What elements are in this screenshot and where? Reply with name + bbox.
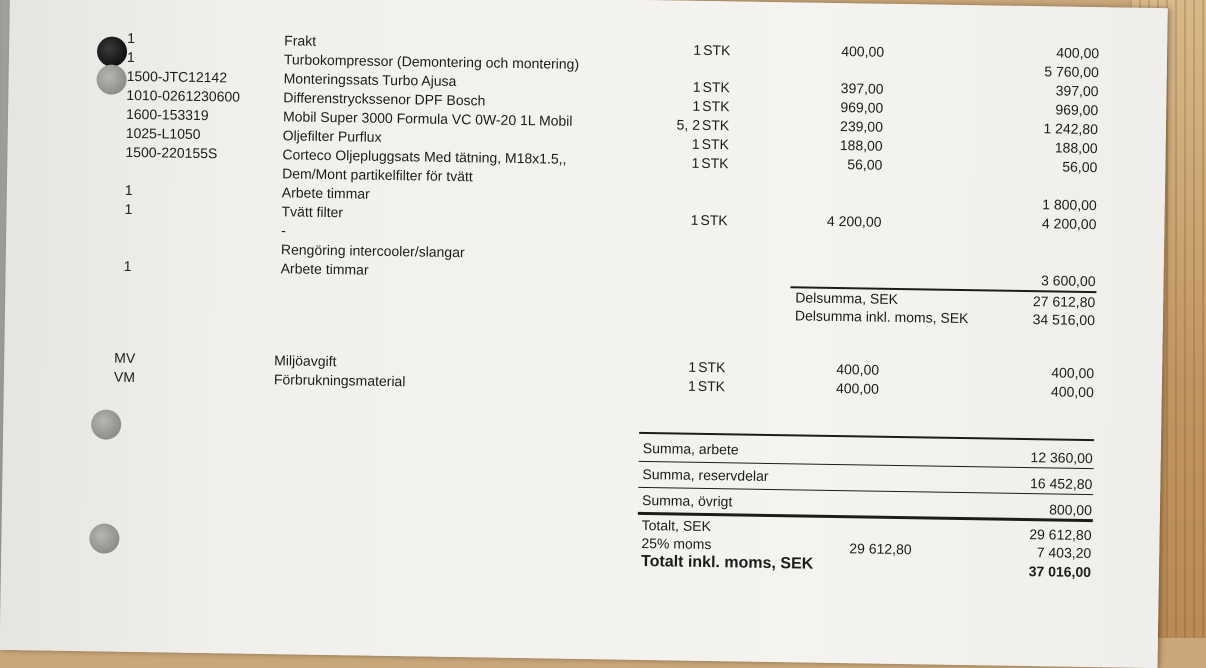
vat-label: 25% moms (641, 534, 712, 553)
total-value: 29 612,80 (1029, 526, 1092, 544)
fee-code: MV (114, 349, 136, 367)
item-code: 1 (124, 181, 133, 198)
item-quantity: 1 (692, 97, 701, 114)
subtotal-label: Delsumma, SEK (795, 289, 899, 307)
item-unit: STK (701, 135, 730, 153)
item-total: 188,00 (1054, 139, 1098, 157)
item-total: 5 760,00 (1044, 63, 1099, 81)
parts-sum-value: 16 452,80 (1029, 475, 1093, 493)
item-unit: STK (701, 154, 729, 172)
fee-description: Miljöavgift (274, 352, 337, 370)
grand-total-value: 37 016,00 (1028, 563, 1092, 581)
grand-total-label: Totalt inkl. moms, SEK (640, 552, 814, 573)
item-unit-price: 4 200,00 (826, 212, 882, 230)
item-description: Frakt (284, 32, 317, 49)
item-code: 1 (124, 200, 133, 217)
item-description: - (281, 222, 287, 239)
parts-sum-label: Summa, reservdelar (642, 465, 769, 484)
item-total: 969,00 (1055, 101, 1099, 119)
item-unit-price: 188,00 (839, 137, 883, 154)
item-total: 1 800,00 (1042, 196, 1097, 214)
item-quantity: 1 (690, 211, 699, 228)
item-description: Corteco Oljepluggsats Med tätning, M18x1.5,, (282, 146, 567, 167)
fee-quantity: 1 (688, 358, 697, 375)
item-quantity: 1 (691, 135, 700, 152)
binder-hole-icon (91, 409, 121, 439)
total-label: Totalt, SEK (641, 516, 712, 535)
subtotal-value: 27 612,80 (1032, 293, 1096, 311)
item-description: Differenstryckssenor DPF Bosch (283, 89, 486, 109)
item-description: Dem/Mont partikelfilter för tvätt (282, 165, 473, 185)
fee-quantity: 1 (687, 377, 696, 394)
item-description: Turbokompressor (Demontering och montering) (283, 51, 580, 72)
fee-description: Förbrukningsmaterial (273, 371, 406, 390)
item-total: 56,00 (1062, 158, 1098, 176)
item-description: Rengöring intercooler/slangar (280, 241, 465, 261)
fee-total: 400,00 (1051, 364, 1095, 382)
subtotal-incl-vat-value: 34 516,00 (1032, 311, 1096, 329)
item-code: 1010-0261230600 (126, 86, 241, 105)
item-code: 1500-220155S (125, 143, 218, 162)
item-description: Tvätt filter (281, 203, 344, 221)
item-description: Arbete timmar (280, 260, 369, 278)
item-total: 1 242,80 (1043, 120, 1099, 138)
item-quantity: 1 (692, 78, 701, 95)
item-quantity: 1 (691, 154, 700, 171)
item-unit-price: 400,00 (841, 43, 885, 60)
item-description: Mobil Super 3000 Formula VC 0W-20 1L Mobil (282, 108, 573, 129)
item-code: 1 (127, 29, 136, 46)
binder-hole-icon (89, 523, 119, 553)
summary-top-divider (639, 432, 1094, 441)
item-unit: STK (700, 211, 728, 229)
item-quantity: 5, 2 (676, 116, 701, 133)
item-description: Monteringssats Turbo Ajusa (283, 70, 457, 90)
labor-sum-value: 12 360,00 (1030, 449, 1093, 467)
subtotal-incl-vat-label: Delsumma inkl. moms, SEK (794, 307, 969, 327)
binder-hole-icon (96, 64, 126, 94)
item-unit-price: 397,00 (840, 80, 884, 97)
fee-unit: STK (698, 358, 726, 376)
fee-code: VM (113, 368, 136, 386)
item-code: 1 (123, 257, 132, 274)
item-total: 397,00 (1055, 82, 1099, 100)
item-description: Arbete timmar (281, 184, 370, 202)
item-description: Oljefilter Purflux (282, 127, 382, 145)
other-sum-label: Summa, övrigt (641, 491, 733, 510)
item-total: 400,00 (1056, 44, 1100, 62)
item-code: 1025-L1050 (125, 124, 201, 143)
item-unit: STK (701, 116, 730, 134)
item-unit-price: 56,00 (847, 156, 883, 173)
item-unit-price: 239,00 (840, 118, 884, 135)
fee-unit: STK (697, 377, 726, 395)
item-total: 3 600,00 (1040, 272, 1096, 290)
item-unit: STK (702, 97, 730, 115)
item-total: 4 200,00 (1041, 215, 1097, 233)
other-sum-value: 800,00 (1049, 501, 1093, 519)
item-unit-price: 969,00 (840, 99, 884, 116)
binder-hole-icon (97, 36, 127, 66)
vat-value: 7 403,20 (1036, 544, 1092, 562)
fee-unit-price: 400,00 (836, 361, 880, 378)
fee-total: 400,00 (1050, 383, 1094, 401)
fee-unit-price: 400,00 (835, 380, 879, 397)
vat-base-value: 29 612,80 (849, 540, 912, 558)
item-code: 1 (126, 48, 135, 65)
item-unit: STK (702, 78, 730, 96)
invoice-line-items (10, 0, 1168, 290)
item-code: 1500-JTC12142 (126, 67, 228, 86)
item-unit: STK (703, 41, 731, 59)
item-code: 1600-153319 (125, 105, 209, 124)
item-quantity: 1 (693, 41, 702, 58)
labor-sum-label: Summa, arbete (642, 439, 739, 458)
